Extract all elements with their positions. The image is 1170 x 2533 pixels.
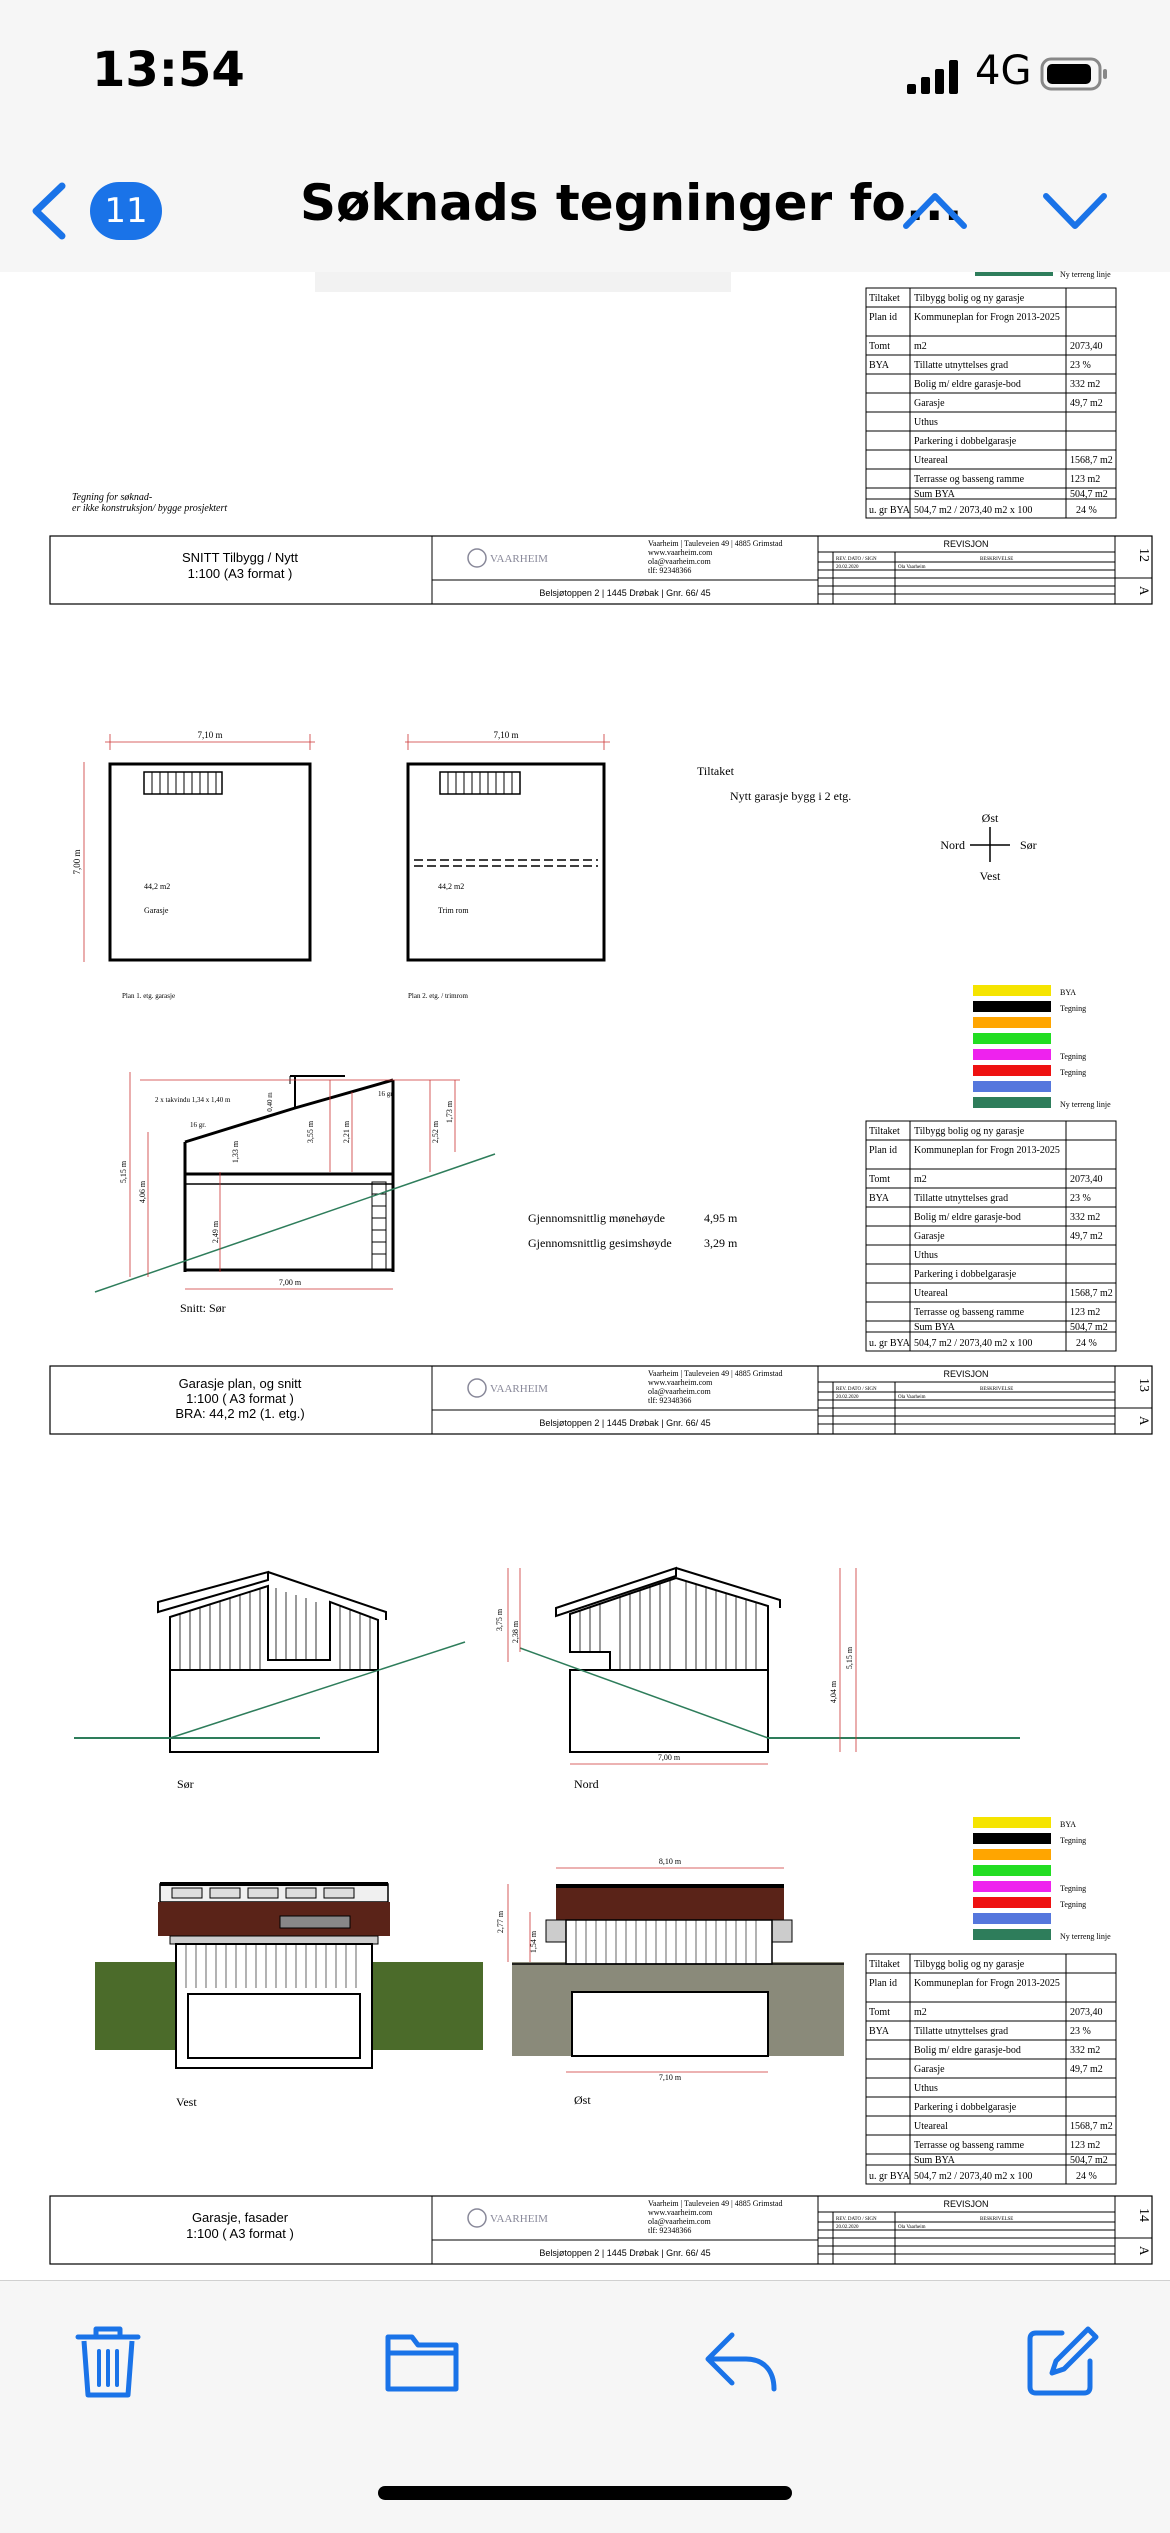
svg-text:7,00 m: 7,00 m (657, 1753, 681, 1762)
network-label: 4G (975, 48, 1032, 94)
svg-text:Øst: Øst (981, 811, 999, 825)
svg-text:BYA: BYA (869, 1193, 890, 1204)
svg-text:BYA: BYA (1060, 1820, 1077, 1829)
svg-text:3,75 m: 3,75 m (495, 1608, 504, 1632)
svg-text:SNITT Tilbygg / Nytt: SNITT Tilbygg / Nytt (181, 550, 299, 565)
svg-text:23 %: 23 % (1070, 360, 1091, 371)
svg-text:Uthus: Uthus (914, 417, 938, 428)
svg-text:Tiltaket: Tiltaket (869, 1959, 900, 1970)
svg-text:Ny terreng linje: Ny terreng linje (1060, 1932, 1111, 1941)
svg-text:Plan 1. etg. garasje: Plan 1. etg. garasje (122, 992, 176, 1000)
svg-text:1,73 m: 1,73 m (445, 1100, 454, 1124)
pdf-document-view[interactable] (0, 272, 1170, 2280)
svg-text:ola@vaarheim.com: ola@vaarheim.com (648, 2217, 711, 2226)
svg-text:Tegning: Tegning (1060, 1884, 1087, 1893)
back-chevron-icon[interactable] (20, 176, 80, 246)
facade-ost (496, 1857, 844, 2107)
svg-text:49,7 m2: 49,7 m2 (1070, 2064, 1103, 2075)
svg-text:Parkering i dobbelgarasje: Parkering i dobbelgarasje (914, 436, 1017, 447)
svg-text:4,04 m: 4,04 m (829, 1680, 838, 1704)
svg-text:Terrasse og basseng ramme: Terrasse og basseng ramme (914, 2140, 1025, 2151)
svg-text:8,10 m: 8,10 m (658, 1857, 682, 1866)
svg-text:Garasje: Garasje (914, 2064, 945, 2075)
svg-text:Terrasse og basseng ramme: Terrasse og basseng ramme (914, 1307, 1025, 1318)
svg-text:Uteareal: Uteareal (914, 1288, 948, 1299)
svg-text:0,40 m: 0,40 m (266, 1092, 274, 1112)
drawing-sheets (0, 272, 1170, 2280)
svg-text:1:100 (A3 format ): 1:100 (A3 format ) (187, 566, 293, 581)
svg-text:2,49 m: 2,49 m (211, 1220, 220, 1244)
svg-text:1,33 m: 1,33 m (231, 1140, 240, 1164)
svg-text:ola@vaarheim.com: ola@vaarheim.com (648, 557, 711, 566)
svg-text:REVISJON: REVISJON (943, 539, 989, 549)
svg-text:Garasje: Garasje (144, 906, 169, 915)
svg-text:2 x takvindu 1,34 x 1,40 m: 2 x takvindu 1,34 x 1,40 m (155, 1096, 231, 1104)
svg-text:www.vaarheim.com: www.vaarheim.com (648, 1378, 713, 1387)
svg-text:BRA: 44,2 m2 (1. etg.): BRA: 44,2 m2 (1. etg.) (175, 1406, 305, 1421)
battery-icon (1040, 56, 1110, 92)
svg-text:A: A (1137, 2246, 1152, 2256)
svg-text:2,77 m: 2,77 m (496, 1910, 505, 1934)
svg-text:2,21 m: 2,21 m (342, 1120, 351, 1144)
svg-text:Sum BYA: Sum BYA (914, 489, 955, 500)
svg-text:23 %: 23 % (1070, 1193, 1091, 1204)
svg-text:REV. DATO / SIGN: REV. DATO / SIGN (836, 1387, 877, 1392)
svg-text:Tiltaket: Tiltaket (869, 293, 900, 304)
svg-text:1568,7 m2: 1568,7 m2 (1070, 455, 1113, 466)
svg-text:BESKRIVELSE: BESKRIVELSE (980, 2217, 1014, 2222)
signal-icon (905, 58, 965, 94)
svg-text:Uthus: Uthus (914, 1250, 938, 1261)
color-legend (973, 985, 1111, 1109)
svg-text:u. gr BYA: u. gr BYA (869, 2171, 910, 2182)
svg-text:49,7 m2: 49,7 m2 (1070, 1231, 1103, 1242)
svg-text:Kommuneplan for Frogn 2013-202: Kommuneplan for Frogn 2013-2025 (914, 1145, 1060, 1156)
svg-text:1,54 m: 1,54 m (529, 1930, 538, 1954)
svg-text:www.vaarheim.com: www.vaarheim.com (648, 548, 713, 557)
svg-text:Garasje: Garasje (914, 1231, 945, 1242)
svg-text:www.vaarheim.com: www.vaarheim.com (648, 2208, 713, 2217)
svg-text:14: 14 (1136, 2208, 1151, 2222)
svg-text:20.02.2020: 20.02.2020 (836, 2225, 859, 2230)
title-block-sheet-12 (50, 536, 1152, 604)
svg-text:Nord: Nord (940, 838, 965, 852)
svg-text:Tomt: Tomt (869, 1174, 890, 1185)
svg-text:Ola Vaarheim: Ola Vaarheim (898, 1395, 926, 1400)
svg-text:Tegning: Tegning (1060, 1900, 1087, 1909)
svg-text:Plan 2. etg. / trimrom: Plan 2. etg. / trimrom (408, 992, 468, 1000)
svg-text:Tegning: Tegning (1060, 1836, 1087, 1845)
facade-vest (95, 1882, 483, 2109)
svg-text:44,2 m2: 44,2 m2 (144, 882, 171, 891)
svg-text:BYA: BYA (869, 360, 890, 371)
facade-sor (74, 1572, 465, 1791)
svg-text:504,7 m2 / 2073,40 m2 x 100: 504,7 m2 / 2073,40 m2 x 100 (914, 2171, 1033, 2182)
svg-text:BESKRIVELSE: BESKRIVELSE (980, 557, 1014, 562)
garage-plan-1 (72, 730, 315, 1000)
svg-text:504,7 m2: 504,7 m2 (1070, 489, 1108, 500)
svg-text:3,55 m: 3,55 m (306, 1120, 315, 1144)
svg-text:Bolig m/ eldre garasje-bod: Bolig m/ eldre garasje-bod (914, 379, 1021, 390)
svg-text:Ola Vaarheim: Ola Vaarheim (898, 2225, 926, 2230)
svg-text:Sør: Sør (1020, 838, 1037, 852)
svg-text:Tilbygg bolig og ny garasje: Tilbygg bolig og ny garasje (914, 1959, 1025, 1970)
svg-text:Bolig m/ eldre garasje-bod: Bolig m/ eldre garasje-bod (914, 2045, 1021, 2056)
svg-text:Vaarheim | Tauleveien 49 | 488: Vaarheim | Tauleveien 49 | 4885 Grimstad (648, 1369, 783, 1378)
chevron-up-icon[interactable] (900, 180, 970, 240)
svg-text:Tilbygg bolig og ny garasje: Tilbygg bolig og ny garasje (914, 293, 1025, 304)
svg-text:Garasje: Garasje (914, 398, 945, 409)
svg-text:Parkering i dobbelgarasje: Parkering i dobbelgarasje (914, 2102, 1017, 2113)
svg-text:VAARHEIM: VAARHEIM (490, 2213, 548, 2225)
svg-text:Plan id: Plan id (869, 1145, 898, 1156)
svg-text:Plan id: Plan id (869, 312, 898, 323)
svg-text:Kommuneplan for Frogn 2013-202: Kommuneplan for Frogn 2013-2025 (914, 1978, 1060, 1989)
svg-text:13: 13 (1136, 1378, 1151, 1392)
svg-text:504,7 m2 / 2073,40 m2 x 100: 504,7 m2 / 2073,40 m2 x 100 (914, 1338, 1033, 1349)
home-indicator (378, 2486, 792, 2500)
svg-text:2,38 m: 2,38 m (511, 1620, 520, 1644)
color-legend (973, 1817, 1111, 1941)
svg-text:Belsjøtoppen 2 | 1445 Drøbak: Belsjøtoppen 2 | 1445 Drøbak | Gnr. 66/ 45 (539, 1418, 711, 1428)
note-line-2: er ikke konstruksjon/ bygge prosjektert (72, 503, 228, 514)
svg-text:Trim rom: Trim rom (438, 906, 469, 915)
svg-text:VAARHEIM: VAARHEIM (490, 1383, 548, 1395)
svg-text:Tomt: Tomt (869, 2007, 890, 2018)
svg-text:Gjennomsnittlig gesimshøyde: Gjennomsnittlig gesimshøyde (528, 1236, 672, 1250)
svg-text:1:100 ( A3 format ): 1:100 ( A3 format ) (186, 1391, 294, 1406)
svg-text:Tomt: Tomt (869, 341, 890, 352)
svg-text:44,2 m2: 44,2 m2 (438, 882, 465, 891)
svg-text:tlf: 92348366: tlf: 92348366 (648, 1396, 692, 1405)
svg-text:Gjennomsnittlig mønehøyde: Gjennomsnittlig mønehøyde (528, 1211, 665, 1225)
info-table (866, 1954, 1116, 2184)
note-line-1: Tegning for søknad- (72, 492, 153, 503)
compose-icon[interactable] (1022, 2321, 1102, 2401)
svg-text:Tegning: Tegning (1060, 1052, 1087, 1061)
svg-text:504,7 m2: 504,7 m2 (1070, 2155, 1108, 2166)
svg-text:7,10 m: 7,10 m (493, 730, 519, 740)
svg-text:Sum BYA: Sum BYA (914, 1322, 955, 1333)
svg-text:BESKRIVELSE: BESKRIVELSE (980, 1387, 1014, 1392)
height-summary (528, 1211, 738, 1250)
message-count-badge[interactable]: 11 (90, 182, 162, 240)
svg-text:1568,7 m2: 1568,7 m2 (1070, 1288, 1113, 1299)
svg-text:16 gr.: 16 gr. (378, 1090, 394, 1098)
nav-bar (0, 150, 1170, 273)
svg-text:7,00 m: 7,00 m (72, 849, 82, 875)
svg-text:1:100 ( A3 format ): 1:100 ( A3 format ) (186, 2226, 294, 2241)
svg-text:VAARHEIM: VAARHEIM (490, 553, 548, 565)
svg-text:Garasje, fasader: Garasje, fasader (191, 2210, 289, 2225)
svg-text:Tilbygg bolig og ny garasje: Tilbygg bolig og ny garasje (914, 1126, 1025, 1137)
svg-text:Uthus: Uthus (914, 2083, 938, 2094)
svg-text:123 m2: 123 m2 (1070, 2140, 1101, 2151)
svg-text:Sum BYA: Sum BYA (914, 2155, 955, 2166)
status-time: 13:54 (92, 42, 245, 98)
svg-text:Kommuneplan for Frogn 2013-202: Kommuneplan for Frogn 2013-2025 (914, 312, 1060, 323)
svg-text:Uteareal: Uteareal (914, 2121, 948, 2132)
folder-icon[interactable] (382, 2321, 462, 2401)
svg-text:Tillatte utnyttelses grad: Tillatte utnyttelses grad (914, 2026, 1009, 2037)
tiltaket-label: Tiltaket (697, 764, 734, 778)
svg-text:Tiltaket: Tiltaket (869, 1126, 900, 1137)
svg-text:332 m2: 332 m2 (1070, 2045, 1101, 2056)
svg-text:12: 12 (1136, 548, 1151, 562)
svg-text:tlf: 92348366: tlf: 92348366 (648, 566, 692, 575)
svg-text:24 %: 24 % (1076, 2171, 1097, 2182)
svg-text:Uteareal: Uteareal (914, 455, 948, 466)
svg-text:7,00 m: 7,00 m (278, 1278, 302, 1287)
svg-text:24 %: 24 % (1076, 505, 1097, 516)
svg-text:2073,40: 2073,40 (1070, 2007, 1103, 2018)
svg-text:2073,40: 2073,40 (1070, 1174, 1103, 1185)
svg-text:49,7 m2: 49,7 m2 (1070, 398, 1103, 409)
tiltaket-text: Nytt garasje bygg i 2 etg. (730, 789, 852, 803)
blurred-region (315, 272, 731, 292)
svg-text:Sør: Sør (177, 1777, 194, 1791)
svg-text:20.02.2020: 20.02.2020 (836, 1395, 859, 1400)
compass (940, 811, 1036, 883)
svg-text:2,52 m: 2,52 m (431, 1120, 440, 1144)
svg-text:4,06 m: 4,06 m (138, 1180, 147, 1204)
svg-text:Ola Vaarheim: Ola Vaarheim (898, 565, 926, 570)
svg-text:m2: m2 (914, 2007, 927, 2018)
svg-text:23 %: 23 % (1070, 2026, 1091, 2037)
svg-text:A: A (1137, 1416, 1152, 1426)
svg-text:Garasje plan, og snitt: Garasje plan, og snitt (178, 1376, 302, 1391)
svg-text:Vaarheim | Tauleveien 49 | 488: Vaarheim | Tauleveien 49 | 4885 Grimstad (648, 2199, 783, 2208)
section-drawing (95, 1072, 495, 1315)
svg-text:Belsjøtoppen 2 | 1445 Drøbak: Belsjøtoppen 2 | 1445 Drøbak | Gnr. 66/ 45 (539, 588, 711, 598)
svg-text:ola@vaarheim.com: ola@vaarheim.com (648, 1387, 711, 1396)
svg-text:Belsjøtoppen 2 | 1445 Drøbak: Belsjøtoppen 2 | 1445 Drøbak | Gnr. 66/ 45 (539, 2248, 711, 2258)
title-block-sheet-13 (50, 1366, 1152, 1434)
trash-icon[interactable] (68, 2321, 148, 2401)
svg-text:123 m2: 123 m2 (1070, 1307, 1101, 1318)
info-table (866, 288, 1116, 518)
svg-text:4,95 m: 4,95 m (704, 1211, 738, 1225)
svg-text:123 m2: 123 m2 (1070, 474, 1101, 485)
svg-text:Tegning: Tegning (1060, 1004, 1087, 1013)
svg-text:Vest: Vest (979, 869, 1001, 883)
svg-text:24 %: 24 % (1076, 1338, 1097, 1349)
svg-text:332 m2: 332 m2 (1070, 379, 1101, 390)
svg-text:REVISJON: REVISJON (943, 1369, 989, 1379)
svg-text:REV. DATO / SIGN: REV. DATO / SIGN (836, 2217, 877, 2222)
page-title: Søknads tegninger fo... (300, 174, 963, 232)
svg-text:504,7 m2 / 2073,40 m2 x 100: 504,7 m2 / 2073,40 m2 x 100 (914, 505, 1033, 516)
svg-text:m2: m2 (914, 1174, 927, 1185)
svg-text:Øst: Øst (574, 2093, 591, 2107)
svg-text:Plan id: Plan id (869, 1978, 898, 1989)
svg-text:Vest: Vest (176, 2095, 197, 2109)
svg-text:Nord: Nord (574, 1777, 599, 1791)
svg-text:u. gr BYA: u. gr BYA (869, 505, 910, 516)
svg-text:Tegning: Tegning (1060, 1068, 1087, 1077)
svg-text:20.02.2020: 20.02.2020 (836, 565, 859, 570)
svg-text:Parkering i dobbelgarasje: Parkering i dobbelgarasje (914, 1269, 1017, 1280)
svg-text:16 gr.: 16 gr. (190, 1121, 206, 1129)
svg-text:2073,40: 2073,40 (1070, 341, 1103, 352)
legend-label: Ny terreng linje (1060, 270, 1111, 279)
svg-text:3,29 m: 3,29 m (704, 1236, 738, 1250)
svg-text:5,15 m: 5,15 m (845, 1646, 854, 1670)
svg-text:REV. DATO / SIGN: REV. DATO / SIGN (836, 557, 877, 562)
svg-text:Tillatte utnyttelses grad: Tillatte utnyttelses grad (914, 1193, 1009, 1204)
facade-nord (495, 1568, 1020, 1791)
svg-text:Snitt: Sør: Snitt: Sør (180, 1301, 226, 1315)
svg-text:Ny terreng linje: Ny terreng linje (1060, 1100, 1111, 1109)
svg-text:332 m2: 332 m2 (1070, 1212, 1101, 1223)
svg-text:u. gr BYA: u. gr BYA (869, 1338, 910, 1349)
chevron-down-icon[interactable] (1040, 180, 1110, 240)
svg-text:m2: m2 (914, 341, 927, 352)
info-table (866, 1121, 1116, 1351)
svg-text:BYA: BYA (869, 2026, 890, 2037)
svg-text:REVISJON: REVISJON (943, 2199, 989, 2209)
legend-terrain-swatch (975, 272, 1053, 276)
svg-text:tlf: 92348366: tlf: 92348366 (648, 2226, 692, 2235)
svg-text:7,10 m: 7,10 m (197, 730, 223, 740)
reply-icon[interactable] (702, 2321, 782, 2401)
title-block-sheet-14 (50, 2196, 1152, 2264)
svg-text:Vaarheim | Tauleveien 49 | 488: Vaarheim | Tauleveien 49 | 4885 Grimstad (648, 539, 783, 548)
svg-text:5,15 m: 5,15 m (119, 1160, 128, 1184)
svg-text:7,10 m: 7,10 m (658, 2073, 682, 2082)
svg-text:Bolig m/ eldre garasje-bod: Bolig m/ eldre garasje-bod (914, 1212, 1021, 1223)
garage-plan-2 (405, 730, 610, 1000)
svg-text:A: A (1137, 586, 1152, 596)
status-bar (0, 0, 1170, 150)
svg-text:504,7 m2: 504,7 m2 (1070, 1322, 1108, 1333)
svg-text:Tillatte utnyttelses grad: Tillatte utnyttelses grad (914, 360, 1009, 371)
svg-text:BYA: BYA (1060, 988, 1077, 997)
svg-text:1568,7 m2: 1568,7 m2 (1070, 2121, 1113, 2132)
svg-text:Terrasse og basseng ramme: Terrasse og basseng ramme (914, 474, 1025, 485)
